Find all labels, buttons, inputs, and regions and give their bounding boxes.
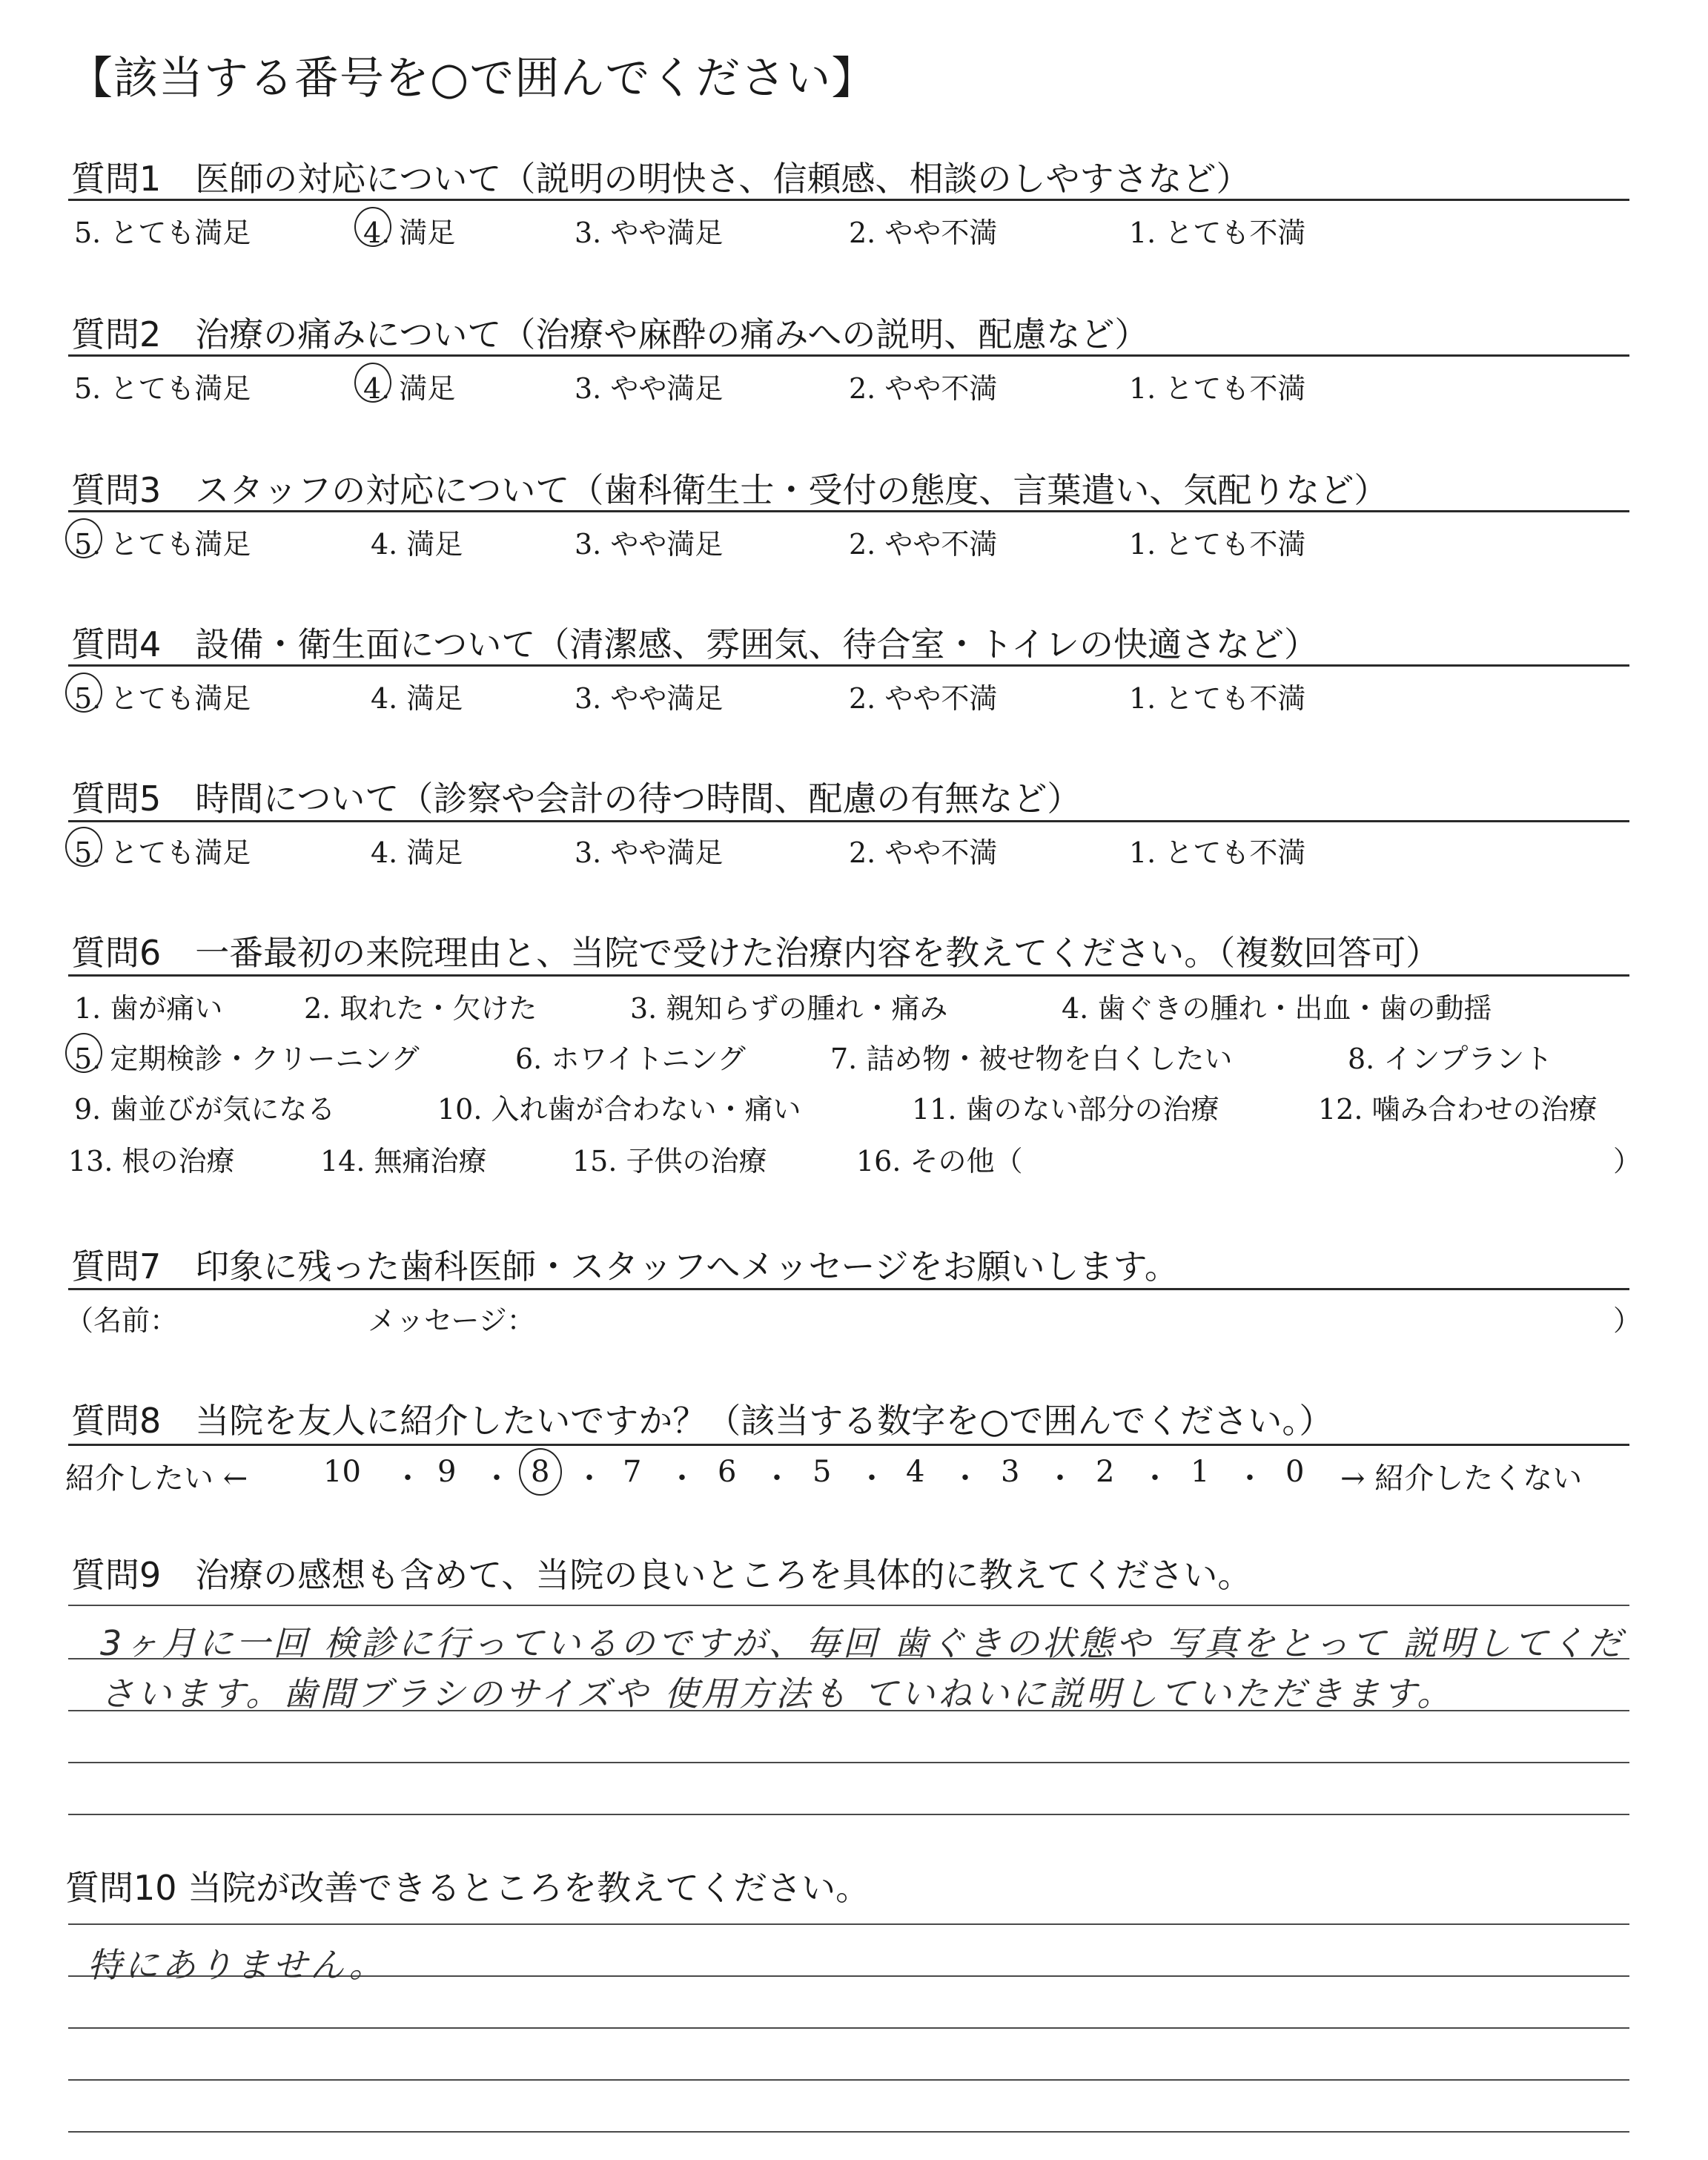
q9-line	[68, 1814, 1629, 1815]
q6-option-9[interactable]: 9. 歯並びが気になる	[74, 1093, 336, 1126]
q1-option-2[interactable]: 2. やや不満	[849, 217, 998, 249]
question-4-title: 質問4 設備・衛生面について（清潔感、雰囲気、待合室・トイレの快適さなど）	[71, 624, 1319, 664]
question-3-title: 質問3 スタッフの対応について（歯科衛生士・受付の態度、言葉遣い、気配りなど）	[71, 470, 1388, 510]
q8-selection-circle	[519, 1448, 562, 1496]
q6-option-10[interactable]: 10. 入れ歯が合わない・痛い	[437, 1093, 801, 1126]
q6-option-1[interactable]: 1. 歯が痛い	[74, 992, 223, 1025]
q1-option-3[interactable]: 3. やや満足	[575, 217, 724, 249]
q8-dot: ・	[762, 1462, 792, 1496]
q4-option-5[interactable]: 5. とても満足	[74, 682, 251, 715]
q1-option-5[interactable]: 5. とても満足	[74, 217, 251, 249]
q8-dot: ・	[1140, 1462, 1170, 1496]
q8-dot: ・	[950, 1462, 980, 1496]
q10-line	[68, 2131, 1629, 2133]
q4-option-1[interactable]: 1. とても不満	[1129, 682, 1306, 715]
q8-dot: ・	[1235, 1462, 1265, 1496]
q6-option-12[interactable]: 12. 噛み合わせの治療	[1318, 1093, 1598, 1126]
q6-other-close: ）	[1613, 1145, 1642, 1178]
q10-answer-line-1: 特にありません。	[87, 1945, 386, 1985]
q8-dot: ・	[857, 1462, 887, 1496]
q6-option-11[interactable]: 11. 歯のない部分の治療	[912, 1093, 1219, 1126]
q2-option-2[interactable]: 2. やや不満	[849, 372, 998, 405]
q7-close: ）	[1613, 1304, 1642, 1337]
q9-answer-line-2: さいます。歯間ブラシのサイズや 使用方法も ていねいに説明していただきます。	[100, 1674, 1454, 1714]
q8-value-2[interactable]: 2	[1096, 1455, 1115, 1489]
question-8-rule	[68, 1444, 1629, 1446]
question-5-rule	[68, 820, 1629, 822]
q9-line	[68, 1605, 1629, 1606]
q6-option-3[interactable]: 3. 親知らずの腫れ・痛み	[630, 992, 948, 1025]
q3-option-5[interactable]: 5. とても満足	[74, 528, 251, 561]
question-1-rule	[68, 199, 1629, 201]
question-8-title: 質問8 当院を友人に紹介したいですか？（該当する数字を○で囲んでください。）	[71, 1401, 1334, 1441]
q6-option-7[interactable]: 7. 詰め物・被せ物を白くしたい	[830, 1043, 1233, 1075]
q8-dot: ・	[667, 1462, 697, 1496]
q4-option-2[interactable]: 2. やや不満	[849, 682, 998, 715]
q8-value-0[interactable]: 0	[1285, 1455, 1305, 1489]
q8-left-label: 紹介したい ←	[65, 1462, 248, 1496]
q5-option-5[interactable]: 5. とても満足	[74, 836, 251, 869]
q5-option-4[interactable]: 4. 満足	[371, 836, 463, 869]
q10-line	[68, 1923, 1629, 1925]
q8-value-9[interactable]: 9	[437, 1455, 457, 1489]
q8-value-8[interactable]: 8	[531, 1455, 550, 1489]
q10-line	[68, 2027, 1629, 2029]
q6-option-8[interactable]: 8. インプラント	[1348, 1043, 1553, 1075]
q2-option-1[interactable]: 1. とても不満	[1129, 372, 1306, 405]
q3-option-2[interactable]: 2. やや不満	[849, 528, 998, 561]
q10-line	[68, 2079, 1629, 2081]
q3-option-1[interactable]: 1. とても不満	[1129, 528, 1306, 561]
q3-option-3[interactable]: 3. やや満足	[575, 528, 724, 561]
question-7-title: 質問7 印象に残った歯科医師・スタッフへメッセージをお願いします。	[71, 1246, 1179, 1287]
q8-value-4[interactable]: 4	[906, 1455, 925, 1489]
question-4-rule	[68, 664, 1629, 667]
q8-value-7[interactable]: 7	[623, 1455, 642, 1489]
q6-option-14[interactable]: 14. 無痛治療	[320, 1145, 487, 1178]
q3-selection-circle	[65, 518, 102, 558]
q6-option-13[interactable]: 13. 根の治療	[68, 1145, 235, 1178]
q2-selection-circle	[354, 363, 391, 403]
q6-option-15[interactable]: 15. 子供の治療	[572, 1145, 767, 1178]
q8-dot: ・	[482, 1462, 512, 1496]
q8-dot: ・	[1045, 1462, 1075, 1496]
question-10-title: 質問10 当院が改善できるところを教えてください。	[65, 1868, 870, 1908]
question-7-rule	[68, 1288, 1629, 1290]
q9-line	[68, 1762, 1629, 1763]
q8-value-5[interactable]: 5	[812, 1455, 832, 1489]
q8-right-label: → 紹介したくない	[1340, 1462, 1583, 1496]
question-3-rule	[68, 510, 1629, 512]
question-2-title: 質問2 治療の痛みについて（治療や麻酔の痛みへの説明、配慮など）	[71, 314, 1149, 354]
q7-name-label: （名前：	[65, 1304, 179, 1337]
q9-answer-line-1: 3ヶ月に一回 検診に行っているのですが、毎回 歯ぐきの状態や 写真をとって 説明してくだ	[100, 1623, 1625, 1663]
question-6-rule	[68, 974, 1629, 977]
q8-dot: ・	[393, 1462, 423, 1496]
q1-option-4[interactable]: 4. 満足	[363, 217, 456, 249]
q6-option-4[interactable]: 4. 歯ぐきの腫れ・出血・歯の動揺	[1062, 992, 1492, 1025]
q6-option-2[interactable]: 2. 取れた・欠けた	[304, 992, 537, 1025]
form-header: 【該当する番号を○で囲んでください】	[68, 53, 877, 105]
question-5-title: 質問5 時間について（診察や会計の待つ時間、配慮の有無など）	[71, 779, 1082, 819]
question-9-title: 質問9 治療の感想も含めて、当院の良いところを具体的に教えてください。	[71, 1555, 1252, 1595]
q6-option-6[interactable]: 6. ホワイトニング	[515, 1043, 746, 1075]
q2-option-5[interactable]: 5. とても満足	[74, 372, 251, 405]
q8-value-6[interactable]: 6	[718, 1455, 737, 1489]
q4-selection-circle	[65, 673, 102, 713]
q2-option-4[interactable]: 4. 満足	[363, 372, 456, 405]
q8-value-3[interactable]: 3	[1001, 1455, 1020, 1489]
q6-option-5[interactable]: 5. 定期検診・クリーニング	[74, 1043, 420, 1075]
q1-option-1[interactable]: 1. とても不満	[1129, 217, 1306, 249]
q8-value-1[interactable]: 1	[1191, 1455, 1210, 1489]
q5-option-3[interactable]: 3. やや満足	[575, 836, 724, 869]
q6-option-16[interactable]: 16. その他（	[856, 1145, 1023, 1178]
q1-selection-circle	[354, 207, 391, 247]
question-6-title: 質問6 一番最初の来院理由と、当院で受けた治療内容を教えてください。（複数回答可）	[71, 933, 1440, 973]
q4-option-4[interactable]: 4. 満足	[371, 682, 463, 715]
question-1-title: 質問1 医師の対応について（説明の明快さ、信頼感、相談のしやすさなど）	[71, 159, 1251, 199]
q2-option-3[interactable]: 3. やや満足	[575, 372, 724, 405]
question-2-rule	[68, 354, 1629, 357]
q6-selection-circle	[65, 1033, 102, 1073]
q5-option-1[interactable]: 1. とても不満	[1129, 836, 1306, 869]
q5-option-2[interactable]: 2. やや不満	[849, 836, 998, 869]
q8-value-10[interactable]: 10	[323, 1455, 361, 1489]
q8-dot: ・	[575, 1462, 604, 1496]
q3-option-4[interactable]: 4. 満足	[371, 528, 463, 561]
q7-message-label: メッセージ：	[368, 1304, 535, 1337]
q5-selection-circle	[65, 827, 102, 867]
q4-option-3[interactable]: 3. やや満足	[575, 682, 724, 715]
